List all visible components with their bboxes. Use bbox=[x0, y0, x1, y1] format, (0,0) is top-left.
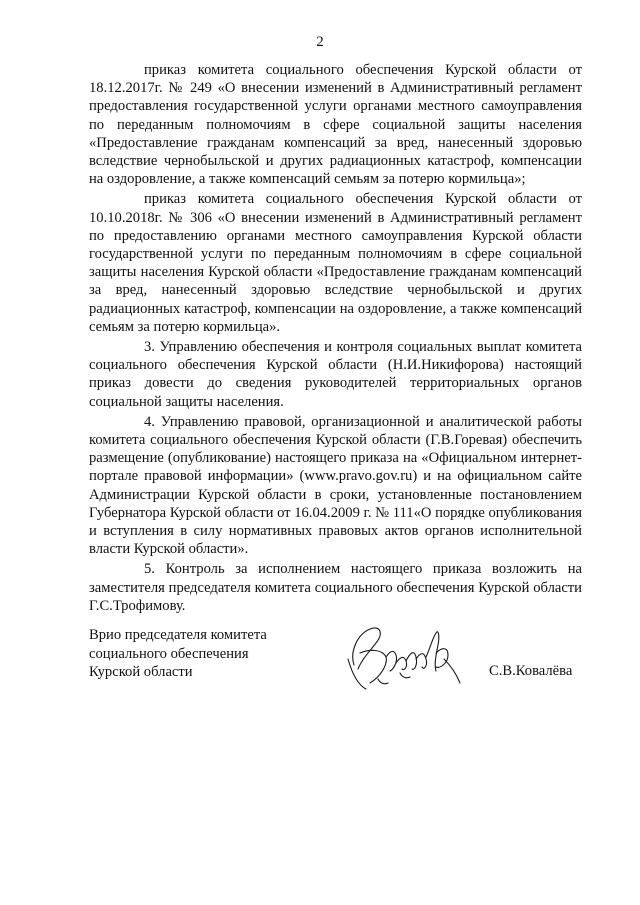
signer-name: С.В.Ковалёва bbox=[489, 663, 573, 679]
signatory-title-line: Курской области bbox=[89, 664, 193, 680]
signatory-title-line: Врио председателя комитета bbox=[89, 627, 267, 643]
handwritten-signature bbox=[340, 613, 480, 693]
paragraph-item-5: 5. Контроль за исполнением настоящего приказа возложить на заместителя председателя комитета социального обеспечения Курской области Г.С.Трофимову. bbox=[89, 561, 582, 614]
document-body bbox=[89, 61, 582, 617]
signatory-title bbox=[89, 626, 269, 682]
signatory-title-line: социального обеспечения bbox=[89, 645, 249, 662]
page-number: 2 bbox=[316, 34, 324, 50]
paragraph-order-249: приказ комитета социального обеспечения Курской области от 18.12.2017г. № 249 «О внесении изменений в Административный регламент предоставления государственной услуги органами местного самоуправления по переданным полномочиям в сфере социальной защиты населения «Предоставление гражданам компенсаций за вред, нанесенный здоровью вследствие чернобыльской и других радиационных катастроф, компенсации на оздоровление, а также компенсаций семьям за потерю кормильца»; bbox=[89, 62, 582, 188]
paragraph-item-4: 4. Управлению правовой, организационной и аналитической работы комитета социального обеспечения Курской области (Г.В.Горевая) обеспечить размещение (опубликование) настоящего приказа на «Официальном интернет-портале правовой информации» (www.pravo.gov.ru) и на официальном сайте Администрации Курской области в сроки, установленные постановлением Губернатора Курской области от 16.04.2009 г. № 111«О порядке опубликования и вступления в силу нормативных правовых актов органов исполнительной власти Курской области». bbox=[89, 413, 582, 558]
paragraph-item-3: 3. Управлению обеспечения и контроля социальных выплат комитета социального обеспечения Курской области (Н.И.Никифорова) настоящий приказ довести до сведения руководителей территориальных органов социальной защиты населения. bbox=[89, 339, 582, 410]
paragraph-order-306: приказ комитета социального обеспечения Курской области от 10.10.2018г. № 306 «О внесении изменений в Административный регламент по предоставлению органами местного самоуправления Курской области государственной услуги по переданным полномочиям в сфере социальной защиты населения Курской области «Предоставление гражданам компенсаций за вред, нанесенный здоровью вследствие чернобыльской и других радиационных катастроф, компенсации на оздоровление, а также компенсаций семьям за потерю кормильца». bbox=[89, 191, 582, 335]
